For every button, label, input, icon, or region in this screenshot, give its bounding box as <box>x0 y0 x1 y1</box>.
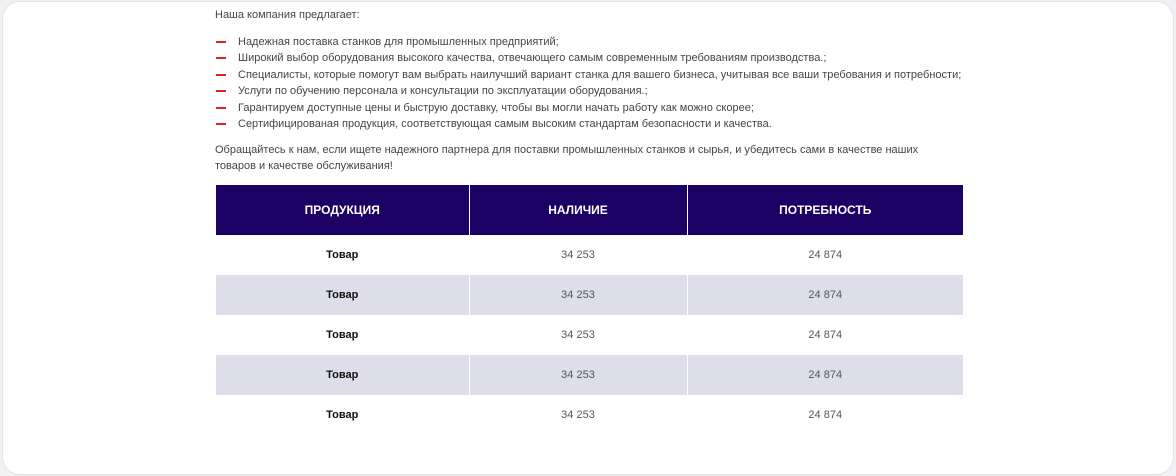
list-item-text: Надежная поставка станков для промышленных предприятий; <box>238 36 559 48</box>
table-row <box>216 315 963 355</box>
list-item-text: Гарантируем доступные цены и быструю доставку, чтобы вы могли начать работу как можно скорее; <box>238 101 754 114</box>
cell-availability: 34 253 <box>469 235 687 275</box>
list-item <box>215 67 961 83</box>
list-item <box>215 50 961 66</box>
cell-availability: 34 253 <box>469 315 687 355</box>
list-item <box>215 83 961 99</box>
dash-bullet-icon <box>216 107 226 109</box>
content-card <box>2 1 1174 475</box>
list-item-text: Специалисты, которые помогут вам выбрать наилучший вариант станка для вашего бизнеса, учитывая все ваши требования и потребности; <box>238 68 962 81</box>
column-header-product: ПРОДУКЦИЯ <box>216 185 469 235</box>
list-item-text: Широкий выбор оборудования высокого качества, отвечающего самым современным требованиям производства.; <box>238 52 827 65</box>
dash-bullet-icon <box>216 74 226 76</box>
table-row <box>216 235 963 275</box>
cell-demand: 24 874 <box>687 275 963 315</box>
cell-demand: 24 874 <box>687 315 963 355</box>
dash-bullet-icon <box>216 90 226 92</box>
list-item-text: Услуги по обучению персонала и консультации по эксплуатации оборудования.; <box>238 85 648 98</box>
cell-demand: 24 874 <box>687 395 963 435</box>
cell-demand: 24 874 <box>687 235 963 275</box>
dash-bullet-icon <box>216 41 226 43</box>
cell-availability: 34 253 <box>469 395 687 435</box>
table-row <box>216 355 963 395</box>
table-row <box>216 275 963 315</box>
cell-availability: 34 253 <box>469 275 687 315</box>
intro-text: Наша компания предлагает: <box>215 9 360 21</box>
cell-product: Товар <box>216 275 469 315</box>
cell-product: Товар <box>216 315 469 355</box>
dash-bullet-icon <box>216 57 226 59</box>
products-table <box>216 185 963 435</box>
dash-bullet-icon <box>216 123 226 125</box>
features-list <box>215 34 961 132</box>
cell-product: Товар <box>216 235 469 275</box>
list-item <box>215 116 961 132</box>
cell-product: Товар <box>216 355 469 395</box>
column-header-demand: ПОТРЕБНОСТЬ <box>687 185 963 235</box>
cta-text: Обращайтесь к нам, если ищете надежного партнера для поставки промышленных станков и сырья, и убедитесь сами в качестве наших товаров и качестве обслуживания! <box>215 144 919 172</box>
list-item <box>215 34 961 50</box>
column-header-availability: НАЛИЧИЕ <box>469 185 687 235</box>
table-row <box>216 395 963 435</box>
list-item <box>215 100 961 116</box>
cell-availability: 34 253 <box>469 355 687 395</box>
cell-product: Товар <box>216 395 469 435</box>
table-header-row <box>216 185 963 235</box>
list-item-text: Сертифицированая продукция, соответствующая самым высоким стандартам безопасности и качества. <box>238 117 772 130</box>
cell-demand: 24 874 <box>687 355 963 395</box>
